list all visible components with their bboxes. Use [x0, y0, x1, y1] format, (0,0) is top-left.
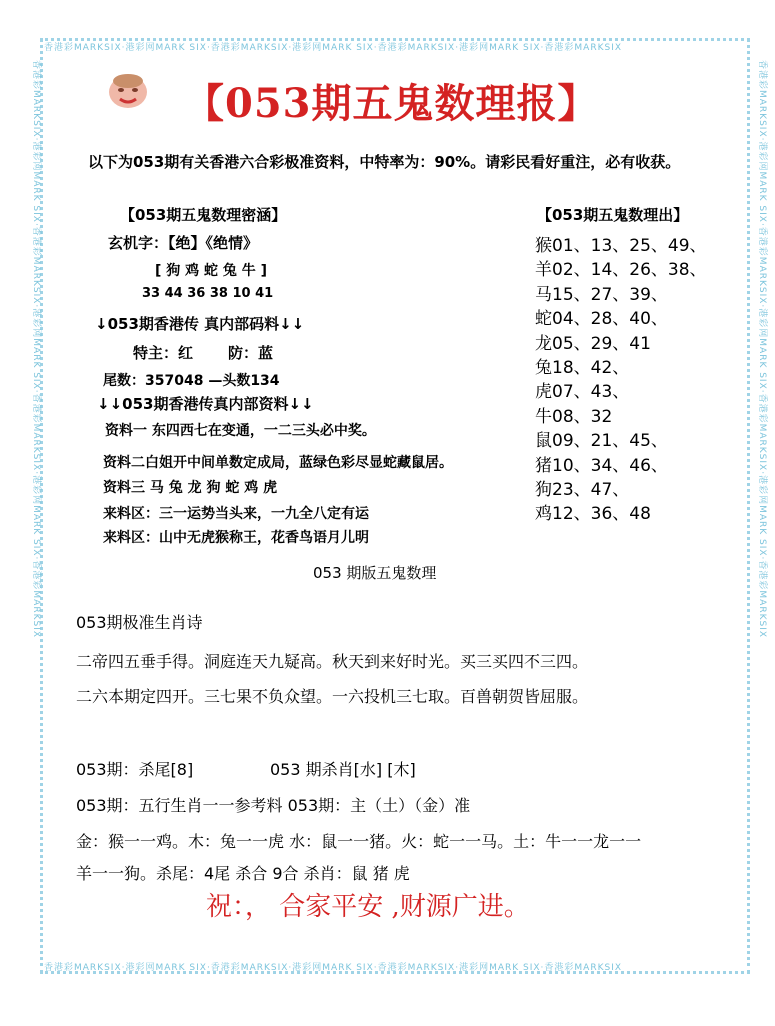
border-pattern-left: 香港彩MARKSIX·港彩网MARK SIX·香港彩MARKSIX·港彩网MARK SIX·香港彩MARKSIX·港彩网MARK SIX·香港彩MARKSIX — [31, 60, 41, 639]
poem-line-one: 二帝四五垂手得。洞庭连天九疑高。秋天到来好时光。买三买四不三四。 — [76, 652, 589, 671]
source-two: 来料区：山中无虎猴称王，花香鸟语月儿明 — [103, 530, 369, 546]
list-item: 猴01、13、25、49、 — [535, 236, 707, 256]
hk-code-heading: ↓053期香港传 真内部码料↓↓ — [95, 315, 305, 333]
blessing-text: 祝：， 合家平安 ,财源广进。 — [206, 892, 530, 922]
riddle-label: 玄机字： — [108, 234, 169, 252]
border-pattern-right: 香港彩MARKSIX·港彩网MARK SIX·香港彩MARKSIX·港彩网MARK SIX·香港彩MARKSIX·港彩网MARK SIX·香港彩MARKSIX — [757, 60, 767, 639]
zodiac-number-list — [535, 234, 707, 527]
list-item: 鸡12、36、48 — [535, 504, 651, 525]
left-column-header: 【053期五鬼数理密涵】 — [120, 206, 287, 224]
special-main: 特主：红 — [133, 344, 194, 362]
source-one: 来料区：三一运势当头来，一九全八定有运 — [103, 506, 369, 522]
tail-head-line: 尾数：357048 —头数134 — [103, 373, 280, 389]
info-two: 资料二白姐开中间单数定成局，蓝绿色彩尽显蛇藏鼠居。 — [103, 455, 453, 471]
animal-bracket: [ 狗 鸡 蛇 兔 牛 ] — [155, 263, 268, 279]
border-pattern-bottom: 香港彩MARKSIX·港彩网MARK SIX·香港彩MARKSIX·港彩网MARK SIX·香港彩MARKSIX·港彩网MARK SIX·香港彩MARKSIX — [44, 963, 623, 973]
right-column-header: 【053期五鬼数理出】 — [537, 206, 689, 224]
poem-title: 053期极准生肖诗 — [76, 613, 203, 632]
list-item: 马15、27、39、 — [535, 284, 668, 305]
list-item: 羊02、14、26、38、 — [535, 260, 707, 281]
border-pattern-top: 香港彩MARKSIX·港彩网MARK SIX·香港彩MARKSIX·港彩网MARK SIX·香港彩MARKSIX·港彩网MARK SIX·香港彩MARKSIX — [44, 43, 623, 53]
hk-info-heading: ↓↓053期香港传真内部资料↓↓ — [97, 395, 314, 413]
list-item: 猪10、34、46、 — [535, 455, 668, 476]
riddle-line — [108, 232, 258, 253]
intro-text: 以下为053期有关香港六合彩极准资料，中特率为：90%。请彩民看好重注，必有收获。 — [88, 153, 681, 171]
list-item: 虎07、43、 — [535, 382, 630, 403]
number-line: 33 44 36 38 10 41 — [142, 286, 274, 301]
list-item: 牛08、32 — [535, 406, 613, 427]
wuxing-line-two: 金：猴一一鸡。木：兔一一虎 水：鼠一一猪。火：蛇一一马。土：牛一一龙一一 — [76, 832, 642, 851]
list-item: 龙05、29、41 — [535, 333, 651, 354]
info-three: 资料三 马 兔 龙 狗 蛇 鸡 虎 — [103, 480, 278, 496]
kill-zodiac: 053 期杀肖[水] [木] — [270, 760, 416, 779]
list-item: 蛇04、28、40、 — [535, 309, 668, 330]
riddle-value: 【绝】《绝情》 — [168, 234, 259, 252]
mascot-face-icon — [106, 72, 150, 110]
section-title: 053 期版五鬼数理 — [313, 564, 437, 582]
list-item: 鼠09、21、45、 — [535, 431, 668, 452]
special-guard: 防：蓝 — [228, 344, 274, 362]
kill-tail: 053期：杀尾[8] — [76, 760, 194, 779]
wuxing-line-one: 053期：五行生肖一一参考料 053期：主（土）（金）准 — [76, 796, 471, 815]
list-item: 狗23、47、 — [535, 480, 630, 501]
poem-line-two: 二六本期定四开。三七果不负众望。一六投机三七取。百兽朝贺皆屈服。 — [76, 687, 589, 706]
info-one: 资料一 东四西七在变通，一二三头必中奖。 — [105, 423, 376, 439]
wuxing-line-three: 羊一一狗。杀尾：4尾 杀合 9合 杀肖：鼠 猪 虎 — [76, 864, 410, 883]
list-item: 兔18、42、 — [535, 358, 630, 379]
page-title: 【053期五鬼数理报】 — [184, 80, 599, 127]
